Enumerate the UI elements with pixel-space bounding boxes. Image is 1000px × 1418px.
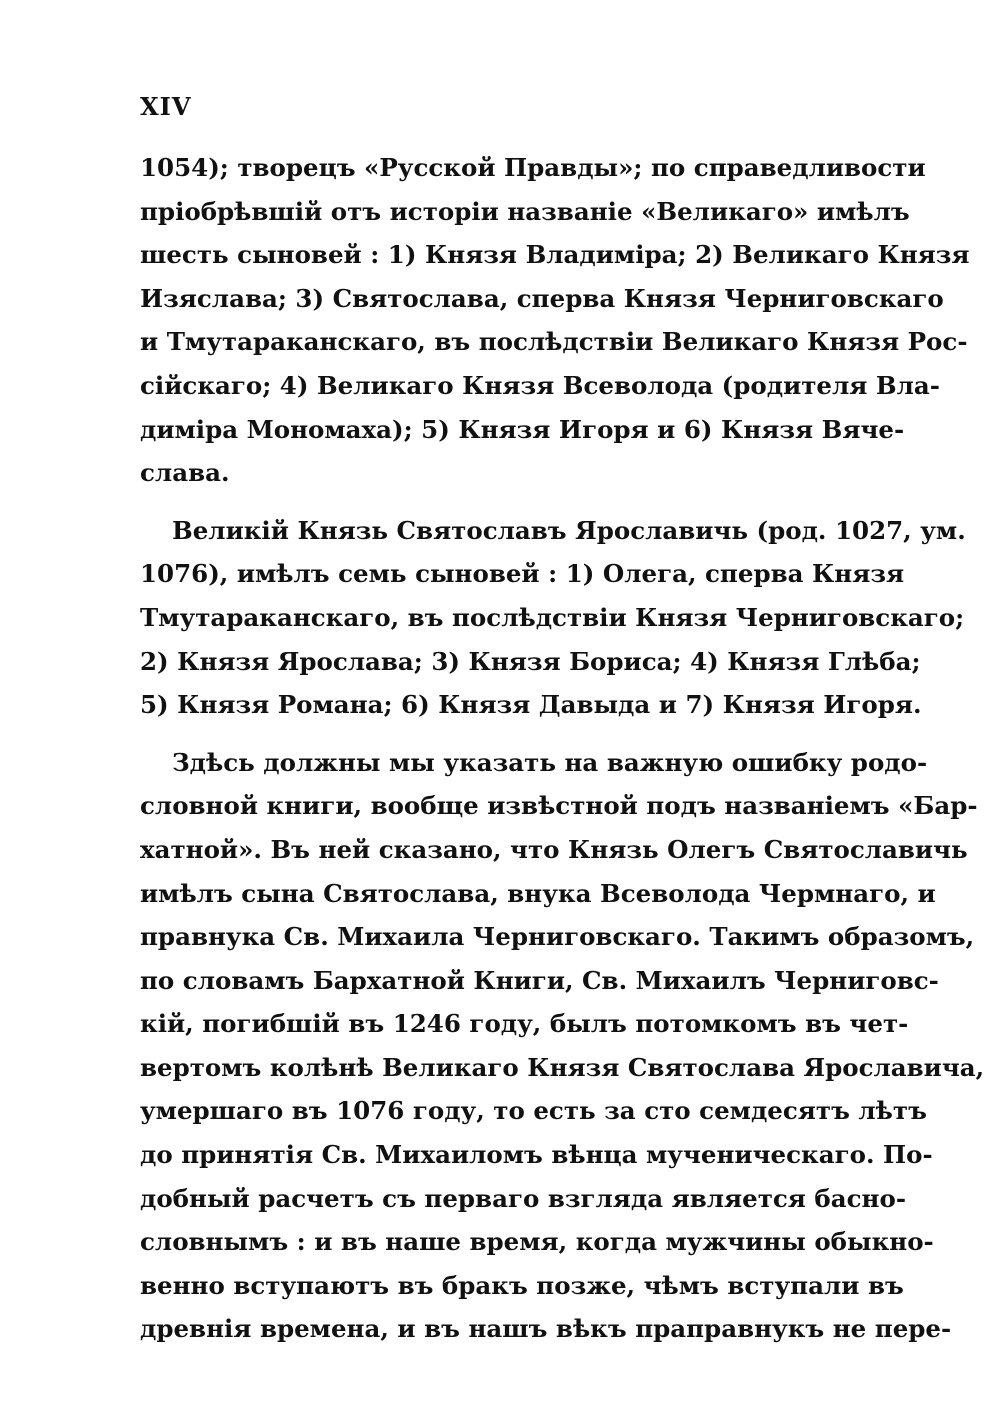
text-line: 1054); творецъ «Русской Правды»; по справедливости [140,153,926,182]
paragraph-gap [140,727,830,741]
text-line: Тмутараканскаго, въ послѣдствіи Князя Черниговскаго; [140,602,965,632]
text-line: вертомъ колѣнѣ Великаго Князя Святослава Ярославича, [140,1052,985,1082]
text-line: Изяслава; 3) Святослава, сперва Князя Черниговскаго [140,283,944,313]
text-line: сійскаго; 4) Великаго Князя Всеволода (родителя Вла- [140,370,940,400]
paragraph-gap [140,495,830,509]
text-line: шесть сыновей : 1) Князя Владиміра; 2) Великаго Князя [140,240,970,270]
text-line: древнія времена, и въ нашъ вѣкъ праправнукъ не пере- [140,1314,952,1344]
page-number: XIV [140,92,192,121]
text-line: словной книги, вообще извѣстной подъ названіемъ «Бар- [140,791,978,821]
text-line: по словамъ Бархатной Книги, Св. Михаилъ Черниговс- [140,965,939,995]
text-line: умершаго въ 1076 году, то есть за сто семдесятъ лѣтъ [140,1096,927,1126]
text-line: 5) Князя Романа; 6) Князя Давыда и 7) Князя Игоря. [140,690,922,720]
text-line: кій, погибшій въ 1246 году, былъ потомкомъ въ чет- [140,1009,909,1039]
text-line: Здѣсь должны мы указать на важную ошибку родо- [172,747,928,777]
page-text [140,146,985,1351]
text-line: имѣлъ сына Святослава, внука Всеволода Чермнаго, и [140,878,936,908]
text-line: правнука Св. Михаила Черниговскаго. Такимъ образомъ, [140,922,975,952]
text-line: добный расчетъ съ перваго взгляда является басно- [140,1183,906,1213]
text-line: 2) Князя Ярослава; 3) Князя Бориса; 4) Князя Глѣба; [140,646,921,676]
text-line: хатной». Въ ней сказано, что Князь Олегъ Святославичь [140,834,968,864]
text-line: 1076), имѣлъ семь сыновей : 1) Олега, сперва Князя [140,559,905,589]
text-line: диміра Мономаха); 5) Князя Игоря и 6) Князя Вяче- [140,414,905,444]
text-line: и Тмутараканскаго, въ послѣдствіи Великаго Князя Рос- [140,327,968,357]
text-line: Великій Князь Святославъ Ярославичь (род. 1027, ум. [172,515,966,545]
text-line: слава. [140,458,230,488]
text-line: до принятія Св. Михаиломъ вѣнца мученическаго. По- [140,1140,933,1170]
text-line: венно вступаютъ въ бракъ позже, чѣмъ вступали въ [140,1270,904,1300]
text-line: пріобрѣвшій отъ исторіи названіе «Великаго» имѣлъ [140,196,910,226]
text-line: словнымъ : и въ наше время, когда мужчины обыкно- [140,1227,934,1257]
